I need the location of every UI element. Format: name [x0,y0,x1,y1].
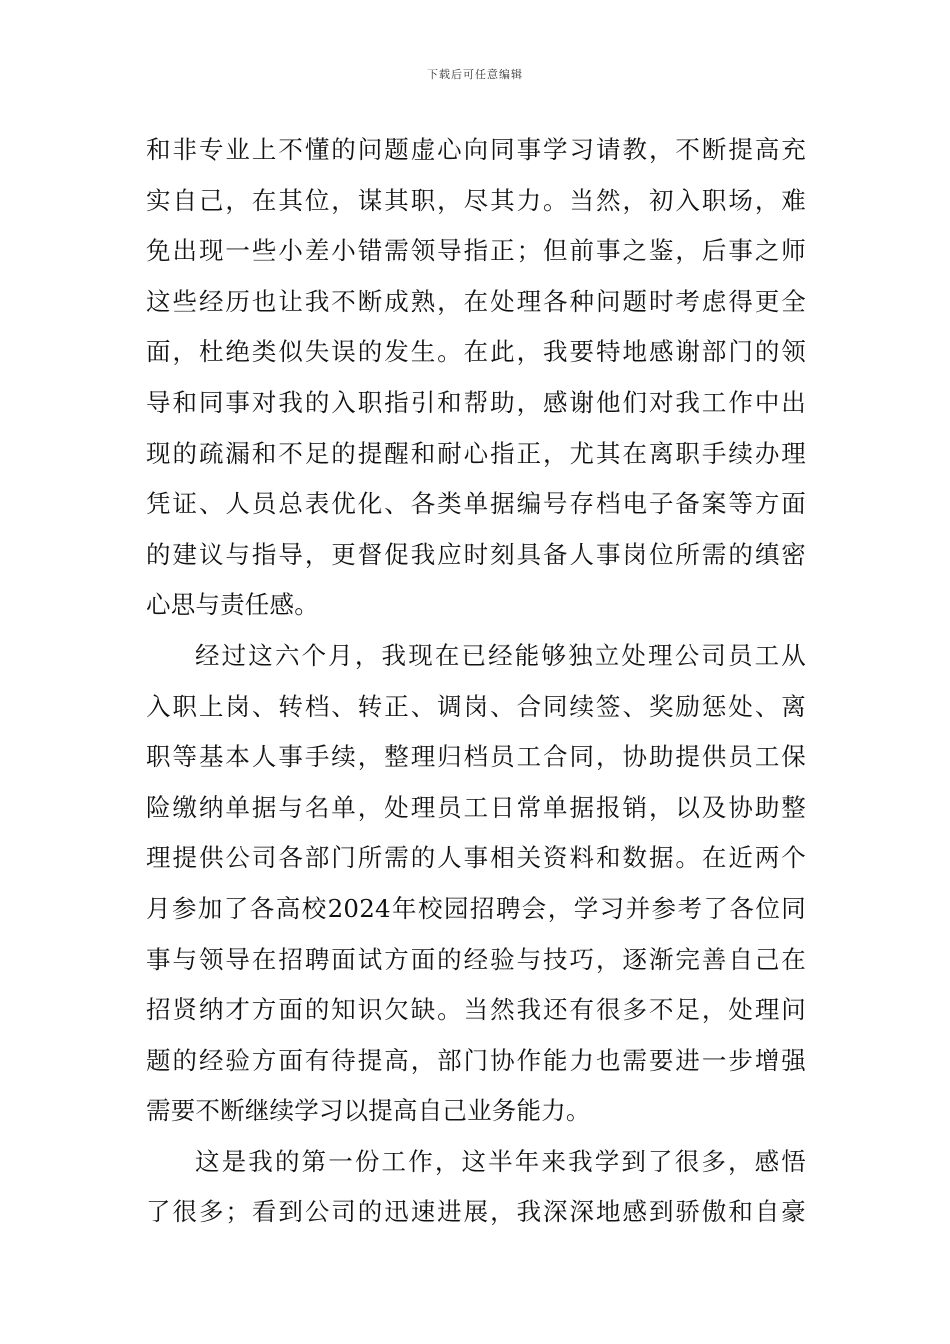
text-line: 入职上岗、转档、转正、调岗、合同续签、奖励惩处、离 [146,691,806,721]
text-line: 心思与责任感。 [146,590,319,620]
text-line: 理提供公司各部门所需的人事相关资料和数据。在近两个 [146,843,806,873]
text-line: 现的疏漏和不足的提醒和耐心指正，尤其在离职手续办理 [146,438,806,468]
text-line: 需要不断继续学习以提高自己业务能力。 [146,1096,591,1126]
paragraph-first-line: 这是我的第一份工作，这半年来我学到了很多，感悟 [195,1146,806,1176]
body-text [146,125,806,1238]
text-line: 了很多；看到公司的迅速进展，我深深地感到骄傲和自豪 [146,1197,806,1227]
text-line: 题的经验方面有待提高，部门协作能力也需要进一步增强 [146,1045,806,1075]
text-line: 面，杜绝类似失误的发生。在此，我要特地感谢部门的领 [146,337,806,367]
text-line: 月参加了各高校2024年校园招聘会，学习并参考了各位同 [146,893,806,923]
text-line: 和非专业上不懂的问题虚心向同事学习请教，不断提高充 [146,135,806,164]
paragraph-first-line: 经过这六个月，我现在已经能够独立处理公司员工从 [195,640,806,670]
text-line: 实自己，在其位，谋其职，尽其力。当然，初入职场，难 [146,185,806,215]
text-line: 这些经历也让我不断成熟，在处理各种问题时考虑得更全 [146,286,806,316]
text-line: 事与领导在招聘面试方面的经验与技巧，逐渐完善自己在 [146,944,806,974]
text-line: 险缴纳单据与名单，处理员工日常单据报销，以及协助整 [146,792,806,822]
text-line: 凭证、人员总表优化、各类单据编号存档电子备案等方面 [146,489,806,519]
text-line: 免出现一些小差小错需领导指正；但前事之鉴，后事之师 [146,236,806,266]
text-line: 导和同事对我的入职指引和帮助，感谢他们对我工作中出 [146,387,806,417]
header-note: 下载后可任意编辑 [427,68,523,81]
text-line: 职等基本人事手续，整理归档员工合同，协助提供员工保 [146,742,806,772]
text-line: 的建议与指导，更督促我应时刻具备人事岗位所需的缜密 [146,539,806,569]
text-line: 招贤纳才方面的知识欠缺。当然我还有很多不足，处理问 [146,995,806,1025]
